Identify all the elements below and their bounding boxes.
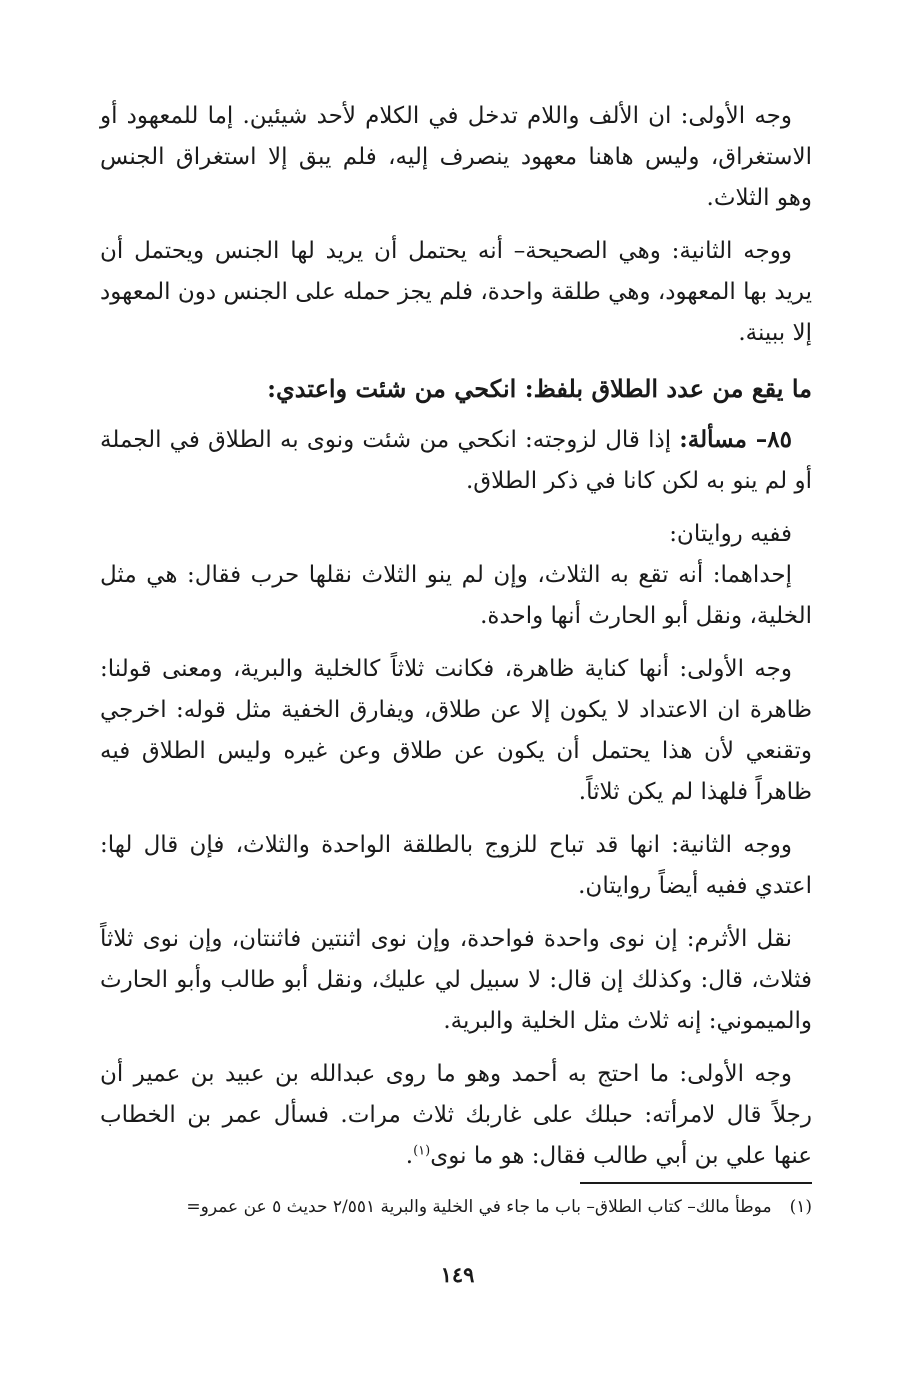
paragraph: ٨٥– مسألة: إذا قال لزوجته: انكحي من شئت ونوى به الطلاق في الجملة أو لم ينو به لكن كانا في ذكر الطلاق. (100, 426, 812, 494)
paragraph: ففيه روايتان: (669, 521, 792, 547)
footnote (100, 1192, 812, 1222)
paragraph: ووجه الثانية: انها قد تباح للزوج بالطلقة الواحدة والثلاث، فإن قال لها: اعتدي ففيه أيضاً روايتان. (100, 832, 812, 899)
footnote-marker: (١) (789, 1197, 812, 1217)
page-number: ١٤٩ (440, 1262, 475, 1287)
paragraph: وجه الأولى: أنها كناية ظاهرة، فكانت ثلاثاً كالخلية والبرية، ومعنى قولنا: ظاهرة ان الاعتداد لا يكون إلا عن طلاق، ويفارق الخفية مثل قوله: اخرجي وتقنعي لأن هذا يحتمل أن يكون عن طلاق وعن غيره وليس الطلاق فيه ظاهراً فلهذا لم يكن ثلاثاً. (100, 656, 812, 805)
footnote-separator (580, 1182, 812, 1184)
paragraph: إحداهما: أنه تقع به الثلاث، وإن لم ينو الثلاث نقلها حرب فقال: هي مثل الخلية، ونقل أبو الحارث أنها واحدة. (100, 562, 812, 629)
paragraph: ووجه الثانية: وهي الصحيحة– أنه يحتمل أن يريد لها الجنس ويحتمل أن يريد بها المعهود، وهي طلقة واحدة، فلم يجز حمله على الجنس دون المعهود إلا ببينة. (100, 238, 812, 346)
paragraph: وجه الأولى: ان الألف واللام تدخل في الكلام لأحد شيئين. إما للمعهود أو الاستغراق، وليس هاهنا معهود ينصرف إليه، فلم يبق إلا استغراق الجنس وهو الثلاث. (100, 103, 812, 211)
paragraph: وجه الأولى: ما احتج به أحمد وهو ما روى عبدالله بن عبيد بن عمير أن رجلاً قال لامرأته: حبلك على غاربك ثلاث مرات. فسأل عمر بن الخطاب عنها علي بن أبي طالب فقال: هو ما نوى$^{(١)}$. (100, 1061, 812, 1169)
issue-number: ٨٥– مسألة: (679, 426, 792, 453)
footnote-reference[interactable]: (١) (413, 1143, 431, 1159)
page-body (100, 96, 812, 1189)
section-heading: ما يقع من عدد الطلاق بلفظ: انكحي من شئت واعتدي: (267, 374, 812, 403)
paragraph: نقل الأثرم: إن نوى واحدة فواحدة، وإن نوى اثنتين فاثنتان، وإن نوى ثلاثاً فثلاث، قال: وكذلك إن قال: لا سبيل لي عليك، ونقل أبو طالب وأبو الحارث والميموني: إنه ثلاث مثل الخلية والبرية. (100, 926, 812, 1034)
footnote-text: موطأ مالك– كتاب الطلاق– باب ما جاء في الخلية والبرية ٢/٥٥١ حديث ٥ عن عمرو= (186, 1197, 772, 1217)
